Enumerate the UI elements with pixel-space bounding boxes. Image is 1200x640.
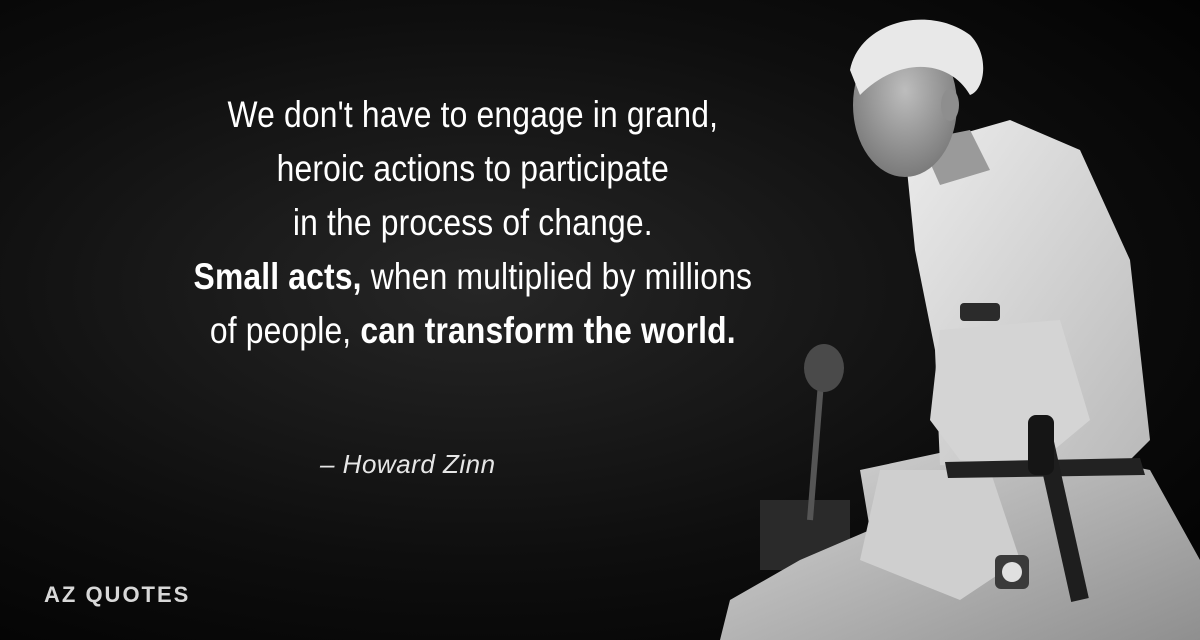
quote-line (103, 304, 843, 358)
quote-text (103, 88, 843, 358)
quote-emphasis: can transform the world. (360, 310, 736, 351)
quote-line: heroic actions to participate (276, 148, 669, 189)
quote-author: – Howard Zinn (320, 449, 496, 479)
quote-line: We don't have to engage in grand, (227, 94, 719, 135)
quote-line (103, 250, 843, 304)
quote-line: in the process of change. (292, 202, 653, 243)
quote-emphasis: Small acts, (193, 256, 362, 297)
quote-fragment: of people, (209, 310, 361, 351)
az-quotes-logo: AZ QUOTES (44, 582, 191, 607)
quote-fragment: when multiplied by millions (361, 256, 753, 297)
